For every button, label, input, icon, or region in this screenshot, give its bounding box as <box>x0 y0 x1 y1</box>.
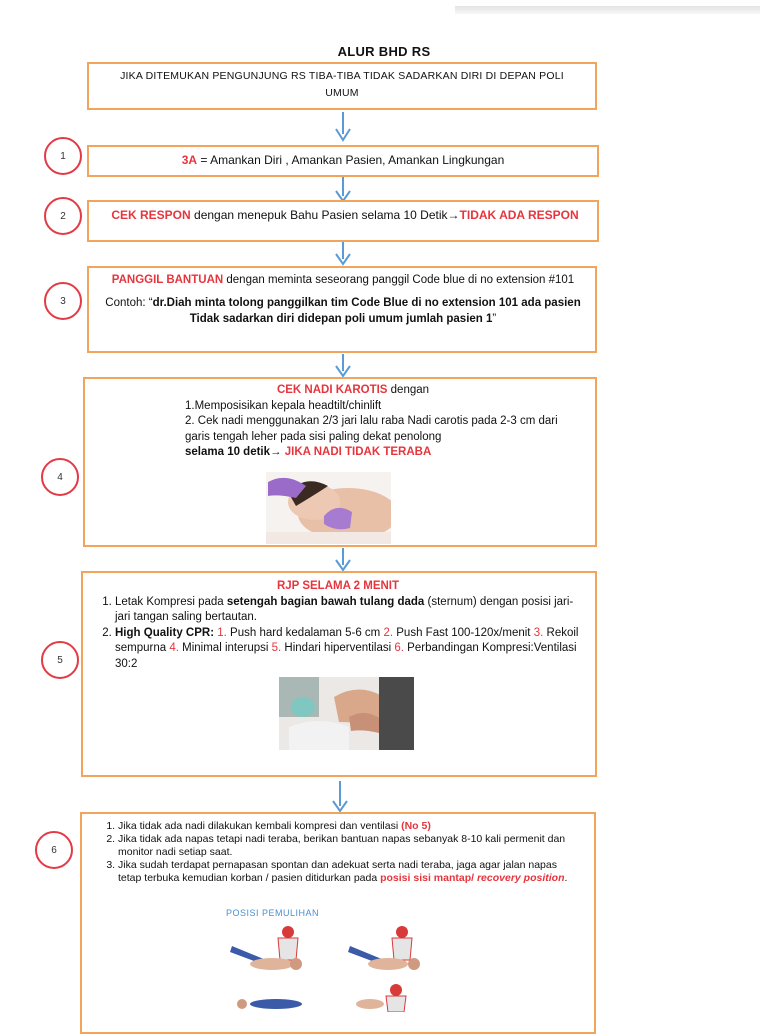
cpr-number: 6. <box>394 642 404 654</box>
cpr-number: 3. <box>533 626 544 639</box>
step-6-item-3-text: Jika sudah terdapat pernapasan spontan dan adekuat serta nadi teraba, jaga agar jalan napas tetap terbuka kemudian korban / pasien ditidurkan pada <box>118 859 557 884</box>
recovery-position-illustration <box>226 920 448 1012</box>
step-2-result: TIDAK ADA RESPON <box>459 208 579 222</box>
step-2-box <box>87 200 599 242</box>
step-6-item-1-ref: (No 5) <box>401 820 431 832</box>
recovery-position-label: posisi sisi mantap/ <box>380 872 477 884</box>
step-1-text: = Amankan Diri , Amankan Pasien, Amankan Lingkungan <box>197 153 505 167</box>
intro-box <box>87 62 597 110</box>
flow-arrow <box>334 548 352 572</box>
step-5-item-1 <box>115 595 583 626</box>
step-1-keyword: 3A <box>181 153 198 167</box>
step-2-text: dengan menepuk Bahu Pasien selama 10 Detik→ <box>190 208 460 222</box>
step-3-text: dengan meminta seseorang panggil Code blue di no extension #101 <box>223 274 575 286</box>
step-number-6: 6 <box>35 831 73 869</box>
cpr-item: Push hard kedalaman 5-6 cm <box>230 626 381 639</box>
carotid-check-illustration <box>266 472 391 544</box>
step-6-list <box>96 820 580 885</box>
step-1-box <box>87 145 599 177</box>
step-6-item-1-text: Jika tidak ada nadi dilakukan kembali kompresi dan ventilasi <box>118 820 402 832</box>
step-number-2: 2 <box>44 197 82 235</box>
cpr-item: Rekoil sempurna <box>115 626 579 654</box>
step-6-item-3 <box>118 859 580 885</box>
cpr-number: 1. <box>217 626 227 639</box>
step-number-1: 1 <box>44 137 82 175</box>
flow-arrow <box>331 781 349 813</box>
step-4-keyword: CEK NADI KAROTIS <box>276 384 388 396</box>
step-5-keyword: RJP SELAMA 2 MENIT <box>276 580 400 592</box>
cpr-item: Perbandingan Kompresi:Ventilasi 30:2 <box>115 642 577 670</box>
scan-edge <box>455 6 760 14</box>
step-number-3: 3 <box>44 282 82 320</box>
step-number-4: 4 <box>41 458 79 496</box>
cpr-item: Push Fast 100-120x/menit <box>396 626 531 639</box>
step-4-conclusion <box>185 445 581 461</box>
flow-arrow <box>334 112 352 142</box>
step-5-list <box>93 595 583 673</box>
step-3-example <box>103 295 583 327</box>
step-6-item-2-text: Jika tidak ada napas tetapi nadi teraba, berikan bantuan napas sebanyak 8-10 kali permenit dan monitor nadi setiap saat. <box>118 833 566 858</box>
step-6-item-1 <box>118 820 580 833</box>
flow-arrow <box>334 354 352 378</box>
intro-text: JIKA DITEMUKAN PENGUNJUNG RS TIBA-TIBA TIDAK SADARKAN DIRI DI DEPAN POLI UMUM <box>120 70 564 99</box>
cpr-number: 2. <box>383 626 394 639</box>
compression-location-text: Letak Kompresi pada <box>115 595 227 608</box>
cpr-item: Minimal interupsi <box>182 642 269 654</box>
cpr-number: 4. <box>169 642 179 654</box>
compression-detail: (sternum) dengan posisi jari-jari tangan saling bertautan. <box>115 595 574 623</box>
compression-location: setengah bagian bawah tulang dada <box>226 595 425 608</box>
example-suffix: ” <box>492 313 497 325</box>
step-5-item-2: 2. High Quality CPR: 1. Push hard kedalaman 5-6 cm 2. Push Fast 100-120x/menit 3. Rekoil sempurna 4. Minimal interupsi 5. Hindari hiperventilasi 6. Perbandingan Kompresi:Ventilasi 30:2 <box>115 626 583 673</box>
step-2-keyword: CEK RESPON <box>111 208 191 222</box>
cpr-number: 5. <box>271 642 282 654</box>
recovery-position-en: recovery position <box>476 872 565 884</box>
step-number-5: 5 <box>41 641 79 679</box>
step-4-item-1: 1.Memposisikan kepala headtilt/chinlift <box>185 399 382 412</box>
step-4-result: JIKA NADI TIDAK TERABA <box>284 446 432 458</box>
example-prefix: Contoh: “ <box>105 297 153 309</box>
step-4-item-2: 2. Cek nadi menggunakan 2/3 jari lalu raba Nadi carotis pada 2-3 cm dari garis tengah leher pada sisi paling dekat penolong <box>185 415 558 443</box>
step-3-box <box>87 266 597 353</box>
example-message: dr.Diah minta tolong panggilkan tim Code Blue di no extension 101 ada pasien Tidak sadarkan diri didepan poli umum jumlah pasien 1 <box>152 297 581 325</box>
step-4-text: dengan <box>387 384 430 396</box>
step-4-heading <box>125 383 581 399</box>
step-6-item-3-tail: . <box>564 872 568 884</box>
step-4-duration: selama 10 detik→ <box>185 446 285 458</box>
cpr-illustration <box>279 677 414 750</box>
step-6-item-2 <box>118 833 580 859</box>
flow-arrow <box>334 242 352 266</box>
step-3-keyword: PANGGIL BANTUAN <box>111 274 224 286</box>
page-title: ALUR BHD RS <box>337 44 431 59</box>
step-5-heading <box>93 579 583 595</box>
cpr-item: Hindari hiperventilasi <box>284 642 392 654</box>
recovery-figure-caption: POSISI PEMULIHAN <box>226 908 320 918</box>
high-quality-cpr: High Quality CPR <box>115 626 211 639</box>
step-3-heading <box>103 272 583 288</box>
